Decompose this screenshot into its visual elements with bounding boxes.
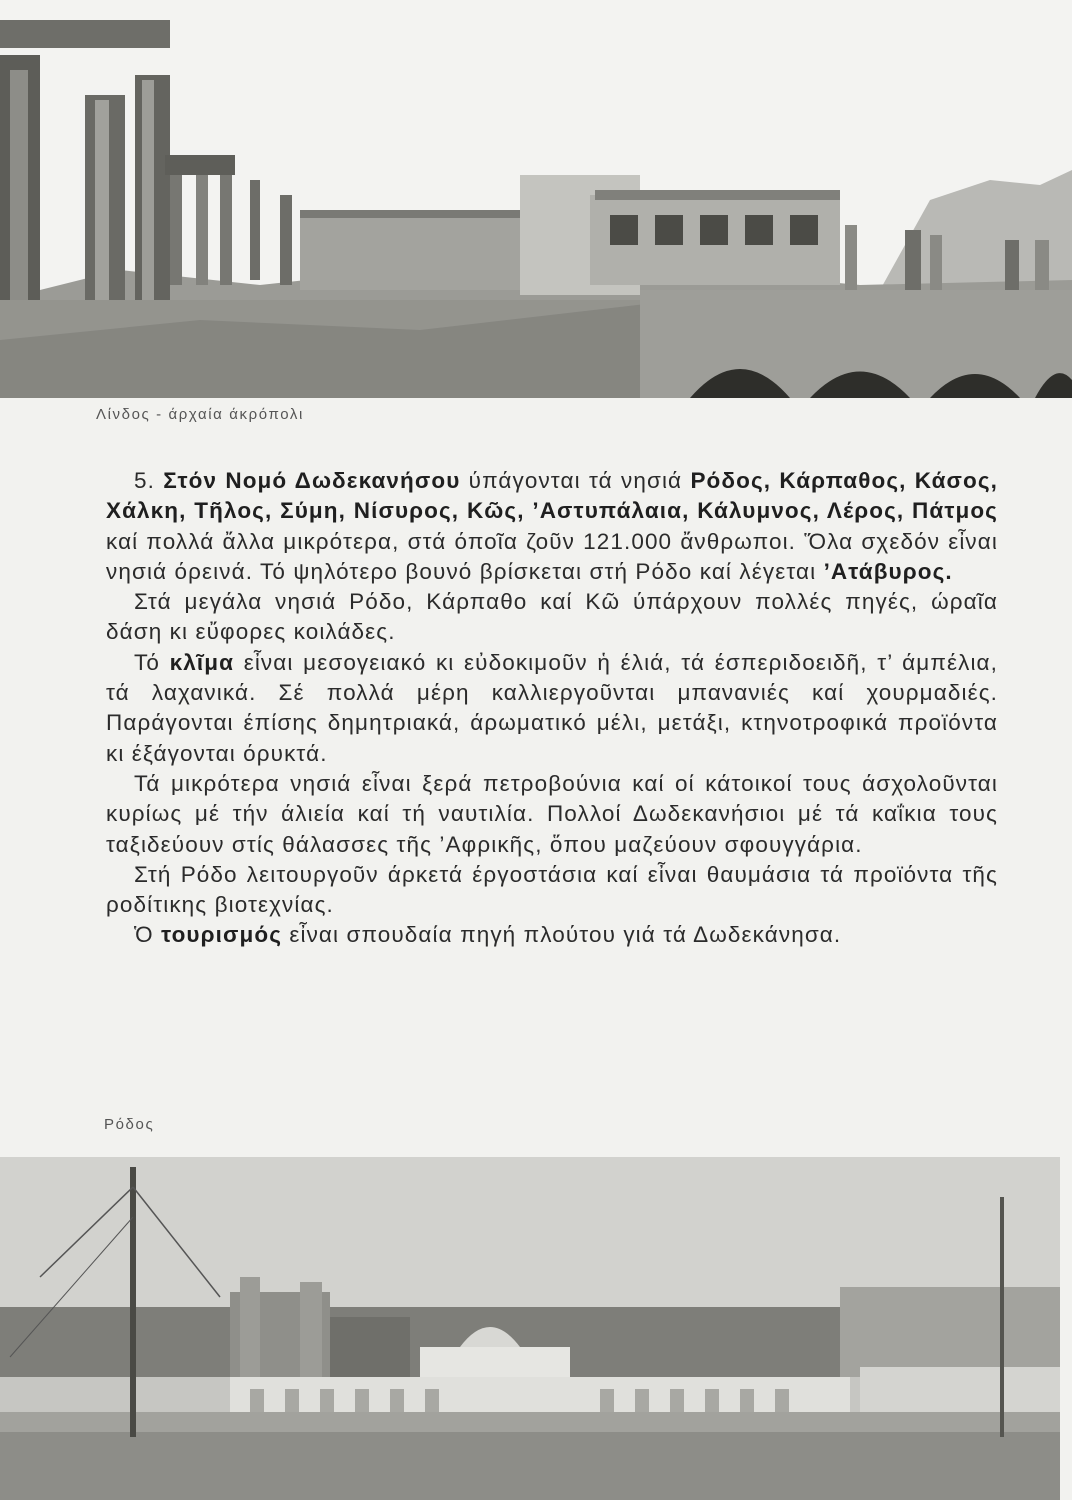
- text-run: εἶναι μεσογειακό κι εὐδοκιμοῦν ἡ έλιά, τά έσπεριδοειδῆ, τ’ άμπέλια, τά λαχανικά. Σέ πολλά μέρη καλλιεργοῦνται μπανανιές καί χουρμαδιές. Παράγονται έπίσης δημητριακά, άρωματικό μέλι, μετάξι, κτηνοτροφικά προϊόντα κι έξάγονται όρυκτά.: [106, 649, 998, 766]
- rhodes-harbour-photo: [0, 1157, 1060, 1500]
- text-run: Ὁ: [134, 922, 162, 948]
- paragraph: [106, 648, 998, 769]
- text-run: Τό: [134, 649, 170, 675]
- text-run: 5.: [134, 468, 164, 493]
- bold-term: Στόν Νομό Δωδεκανήσου: [163, 468, 461, 493]
- text-run: Τά μικρότερα νησιά εἶναι ξερά πετροβούνια καί οί κάτοικοί τους άσχολοῦνται κυρίως μέ τήν άλιεία καί τή ναυτιλία. Πολλοί Δωδεκανήσιοι μέ τά καΐκια τους ταξιδεύουν στίς θάλασσες τῆς ’Αφρικῆς, ὅπου μαζεύουν σφουγγάρια.: [106, 770, 998, 857]
- photo-caption-lindos: Λίνδος - άρχαία άκρόπολι: [96, 406, 304, 423]
- photo-caption-rhodes: Ρόδος: [104, 1116, 155, 1133]
- text-run: ύπάγονται τά νησιά: [460, 468, 691, 493]
- bold-term: ’Ατάβυρος.: [823, 558, 953, 584]
- article-text: [106, 466, 998, 951]
- text-run: Στή Ρόδο λειτουργοῦν άρκετά έργοστάσια καί εἶναι θαυμάσια τά προϊόντα τῆς ροδίτικης βιοτεχνίας.: [106, 861, 998, 918]
- bold-term: τουρισμός: [161, 922, 282, 948]
- text-run: καί πολλά ἄλλα μικρότερα, στά όποῖα ζοῦν 121.000 ἄνθρωποι. Ὅλα σχεδόν εἶναι νησιά όρεινά. Τό ψηλότερο βουνό βρίσκεται στή Ρόδο καί λέγεται: [106, 528, 998, 584]
- paragraph: [106, 769, 998, 860]
- paragraph: [106, 466, 998, 587]
- paragraph: [106, 920, 998, 950]
- paragraph: [106, 860, 998, 921]
- bold-term: Ρόδος, Κάρπαθος, Κάσος, Χάλκη, Τῆλος, Σύμη, Νίσυρος, Κῶς, ’Αστυπάλαια, Κάλυμνος, Λέρος, Πάτμος: [106, 468, 998, 524]
- text-run: Στά μεγάλα νησιά Ρόδο, Κάρπαθο καί Κῶ ύπάρχουν πολλές πηγές, ώραῖα δάση κι εὔφορες κοιλάδες.: [106, 589, 998, 645]
- lindos-acropolis-photo: [0, 0, 1072, 398]
- paragraph: [106, 587, 998, 648]
- text-run: εἶναι σπουδαία πηγή πλούτου γιά τά Δωδεκάνησα.: [282, 922, 842, 948]
- bold-term: κλῖμα: [169, 649, 235, 675]
